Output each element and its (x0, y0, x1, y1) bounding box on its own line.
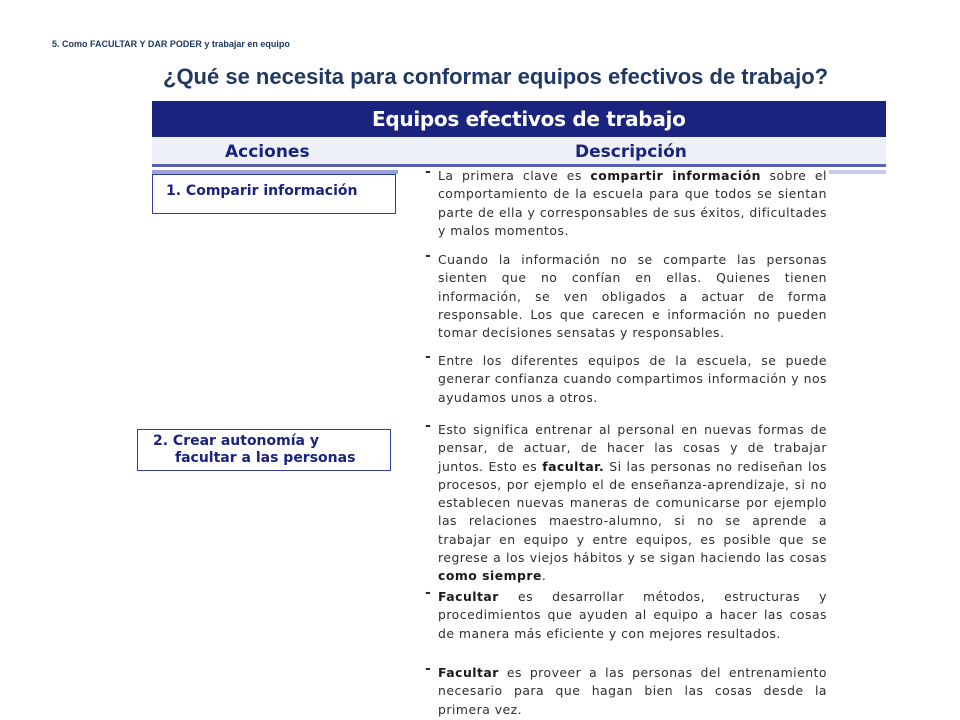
action-box-create-autonomy (137, 429, 391, 471)
dash-bullet: - (425, 349, 432, 365)
breadcrumb: 5. Como FACULTAR Y DAR PODER y trabajar en equipo (52, 39, 290, 49)
description-paragraph-5: - Facultar es desarrollar métodos, estructuras y procedimientos que ayuden al equipo a hacer las cosas de manera más eficiente y con mejores resultados. (425, 585, 827, 641)
action-label: 1. Comparir información (166, 183, 358, 199)
column-header-actions: Acciones (225, 142, 310, 162)
action-label-line1: 2. Crear autonomía y (153, 433, 319, 449)
action-label-line2: facultar a las personas (175, 450, 356, 466)
description-paragraph-6: - Facultar es proveer a las personas del entrenamiento necesario para que hagan bien las cosas desde la primera vez. (425, 661, 827, 717)
page-title: ¿Qué se necesita para conformar equipos efectivos de trabajo? (163, 64, 829, 89)
description-paragraph-2: - Cuando la información no se comparte las personas sienten que no confían en ellas. Quienes tienen información, se ven obligados a actuar de forma responsable. Los que carecen e información no pueden tomar decisiones sensatas y responsables. (425, 248, 827, 341)
dash-bullet: - (425, 164, 432, 180)
dash-bullet: - (425, 248, 432, 264)
dash-bullet: - (425, 661, 432, 677)
table-banner (152, 101, 886, 137)
table-banner-title: Equipos efectivos de trabajo (372, 107, 686, 131)
column-header-description: Descripción (575, 142, 687, 162)
dash-bullet: - (425, 585, 432, 601)
description-paragraph-1: - La primera clave es compartir información sobre el comportamiento de la escuela para que todos se sientan parte de ella y corresponsables de sus éxitos, dificultades y malos momentos. (425, 164, 828, 238)
action-box-share-information (152, 174, 396, 214)
header-shadow-divider (829, 170, 886, 174)
description-paragraph-4: - Esto significa entrenar al personal en nuevas formas de pensar, de actuar, de hacer las cosas y de trabajar juntos. Esto es facultar. Si las personas no rediseñan los procesos, por ejemplo el de enseñanza-aprendizaje, si no establecen nuevas maneras de comunicarse por ejemplo las relaciones maestro-alumno, si no se aprende a trabajar en equipo y entre equipos, es posible que se regrese a los viejos hábitos y se sigan haciendo las cosas como siempre. (425, 418, 827, 584)
description-paragraph-3: - Entre los diferentes equipos de la escuela, se puede generar confianza cuando compartimos información y nos ayudamos unos a otros. (425, 349, 827, 405)
dash-bullet: - (425, 418, 432, 434)
